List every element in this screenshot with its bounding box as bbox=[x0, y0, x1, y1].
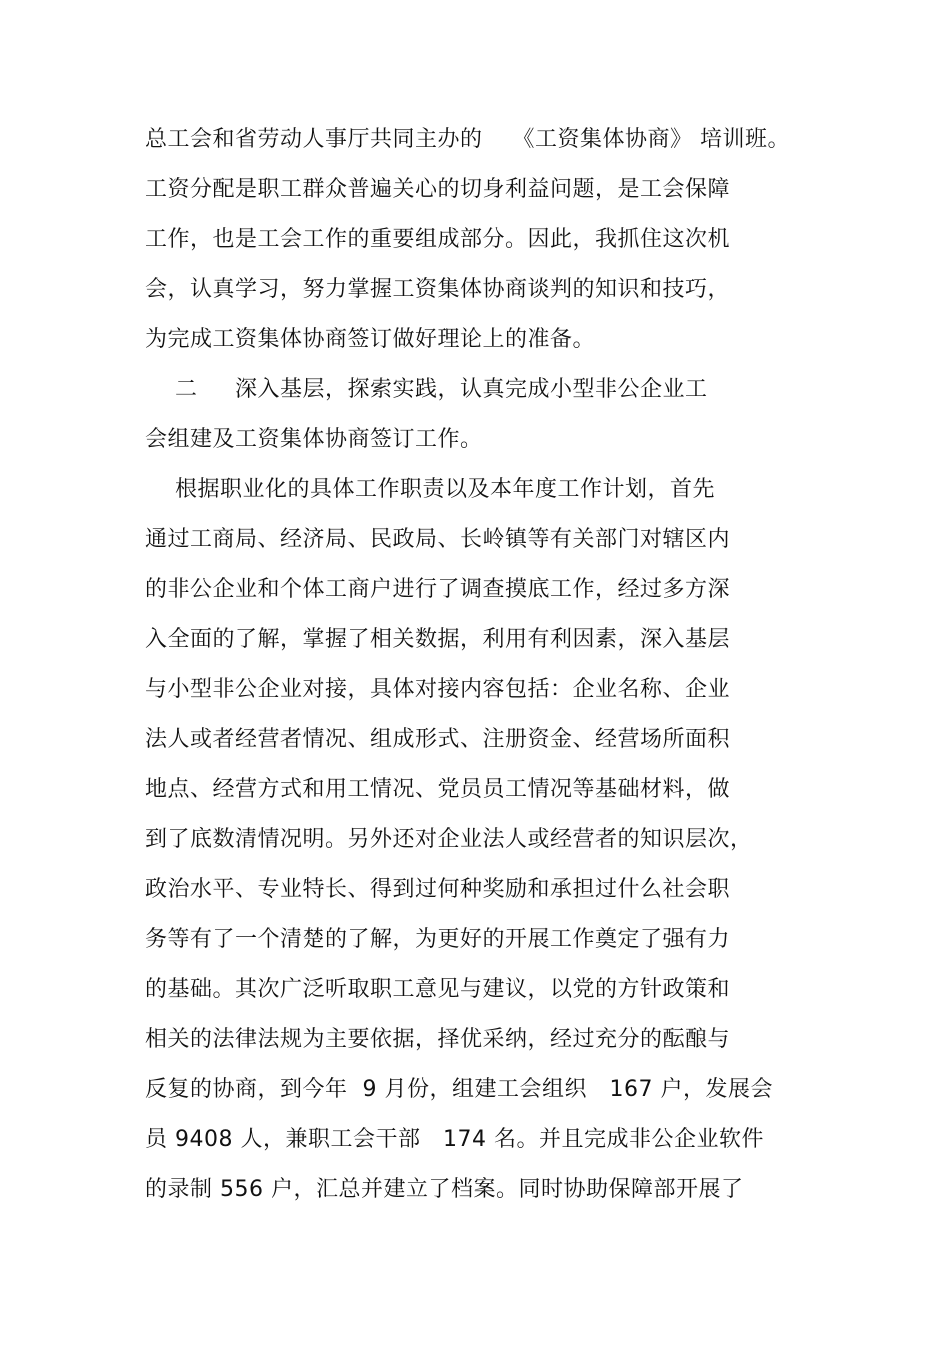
paragraph-first-line: 根据职业化的具体工作职责以及本年度工作计划，首先 bbox=[145, 477, 715, 502]
text-line: 员 9408 人，兼职工会干部 174 名。并且完成非公企业软件 bbox=[145, 1127, 764, 1152]
text-line: 务等有了一个清楚的了解，为更好的开展工作奠定了强有力 bbox=[145, 927, 731, 952]
section-heading-continued: 会组建及工资集体协商签订工作。 bbox=[145, 427, 483, 452]
section-heading: 二 深入基层，探索实践，认真完成小型非公企业工 bbox=[145, 377, 708, 402]
text-line: 工资分配是职工群众普遍关心的切身利益问题，是工会保障 bbox=[145, 177, 731, 202]
text-line: 的基础。其次广泛听取职工意见与建议，以党的方针政策和 bbox=[145, 977, 731, 1002]
text-line: 政治水平、专业特长、得到过何种奖励和承担过什么社会职 bbox=[145, 877, 731, 902]
text-line: 到了底数清情况明。另外还对企业法人或经营者的知识层次， bbox=[145, 827, 753, 852]
text-line: 与小型非公企业对接，具体对接内容包括：企业名称、企业 bbox=[145, 677, 731, 702]
text-line: 法人或者经营者情况、组成形式、注册资金、经营场所面积 bbox=[145, 727, 731, 752]
text-line: 通过工商局、经济局、民政局、长岭镇等有关部门对辖区内 bbox=[145, 527, 731, 552]
text-line: 相关的法律法规为主要依据，择优采纳，经过充分的酝酿与 bbox=[145, 1027, 731, 1052]
text-line: 地点、经营方式和用工情况、党员员工情况等基础材料，做 bbox=[145, 777, 731, 802]
text-line: 的录制 556 户，汇总并建立了档案。同时协助保障部开展了 bbox=[145, 1177, 744, 1202]
text-line: 工作，也是工会工作的重要组成部分。因此，我抓住这次机 bbox=[145, 227, 731, 252]
text-line: 入全面的了解，掌握了相关数据，利用有利因素，深入基层 bbox=[145, 627, 731, 652]
text-line: 的非公企业和个体工商户进行了调查摸底工作，经过多方深 bbox=[145, 577, 731, 602]
text-line: 反复的协商，到今年 9 月份，组建工会组织 167 户，发展会 bbox=[145, 1077, 773, 1102]
text-line: 总工会和省劳动人事厅共同主办的 《工资集体协商》 培训班。 bbox=[145, 127, 790, 152]
text-line: 会，认真学习，努力掌握工资集体协商谈判的知识和技巧， bbox=[145, 277, 731, 302]
text-line: 为完成工资集体协商签订做好理论上的准备。 bbox=[145, 327, 596, 352]
